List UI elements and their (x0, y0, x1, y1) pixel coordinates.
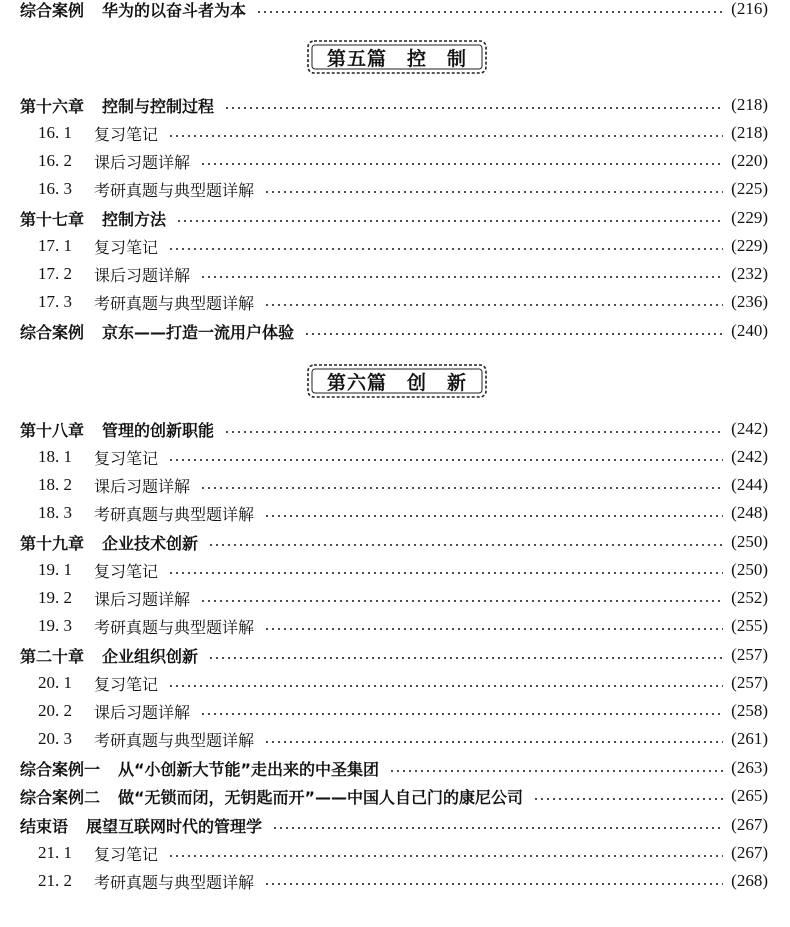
toc-page-number: (242) (731, 447, 768, 466)
section-title: 考研真题与典型题详解 (94, 872, 255, 892)
toc-page-number: (261) (731, 729, 768, 748)
toc-page-number: (220) (731, 151, 768, 170)
part-six-banner (306, 363, 488, 399)
dot-leader (200, 275, 723, 279)
toc-page-number: (218) (731, 95, 768, 114)
toc-page-number: (232) (731, 264, 768, 283)
toc-row-chapter-17[interactable] (0, 204, 790, 232)
section-title: 复习笔记 (94, 674, 159, 694)
toc-row-section-18-1[interactable] (0, 443, 790, 471)
section-number: 17. 3 (38, 292, 72, 311)
section-title: 课后习题详解 (94, 476, 191, 496)
part-five-banner (306, 39, 488, 75)
toc-row-chapter-19[interactable] (0, 528, 790, 556)
section-number: 19. 3 (38, 616, 72, 635)
toc-row-section-21-1[interactable] (0, 839, 790, 867)
section-title: 考研真题与典型题详解 (94, 293, 255, 313)
dot-leader (264, 190, 723, 194)
chapter-number: 综合案例二 (20, 787, 101, 807)
chapter-number: 第十七章 (20, 209, 85, 229)
dot-leader (264, 514, 723, 518)
section-title: 考研真题与典型题详解 (94, 180, 255, 200)
toc-row-section-19-2[interactable] (0, 584, 790, 612)
section-number: 17. 2 (38, 264, 72, 283)
chapter-number: 第十九章 (20, 533, 85, 553)
toc-row-chapter-20[interactable] (0, 641, 790, 669)
section-number: 20. 2 (38, 701, 72, 720)
toc-case-title: 华为的以奋斗者为本 (102, 0, 247, 20)
dot-leader (168, 571, 723, 575)
dot-leader (168, 458, 723, 462)
dot-leader (224, 430, 723, 434)
section-title: 复习笔记 (94, 561, 159, 581)
chapter-title: 控制方法 (102, 209, 167, 229)
section-number: 19. 1 (38, 560, 72, 579)
toc-page-number: (252) (731, 588, 768, 607)
toc-row-section-16-2[interactable] (0, 147, 790, 175)
section-title: 复习笔记 (94, 844, 159, 864)
toc-page-number: (263) (731, 758, 768, 777)
chapter-number: 第十六章 (20, 96, 85, 116)
section-number: 16. 1 (38, 123, 72, 142)
section-number: 16. 3 (38, 179, 72, 198)
toc-row-section-17-2[interactable] (0, 260, 790, 288)
toc-page-number: (258) (731, 701, 768, 720)
toc-row-case-kangni[interactable] (0, 782, 790, 810)
chapter-title: 控制与控制过程 (102, 96, 215, 116)
toc-row-section-20-2[interactable] (0, 697, 790, 725)
section-title: 复习笔记 (94, 237, 159, 257)
toc-page-number: (236) (731, 292, 768, 311)
toc-row-chapter-18[interactable] (0, 415, 790, 443)
toc-page-number: (242) (731, 419, 768, 438)
dot-leader (264, 740, 723, 744)
toc-row-section-20-3[interactable] (0, 725, 790, 753)
part-five-title: 第五篇 控 制 (326, 47, 467, 70)
dot-leader (533, 797, 723, 801)
toc-row-section-17-1[interactable] (0, 232, 790, 260)
toc-page-number: (218) (731, 123, 768, 142)
chapter-number: 第十八章 (20, 420, 85, 440)
toc-page-number: (244) (731, 475, 768, 494)
dot-leader (264, 627, 723, 631)
chapter-title: 从“小创新大节能”走出来的中圣集团 (118, 759, 380, 779)
section-number: 21. 1 (38, 843, 72, 862)
section-number: 17. 1 (38, 236, 72, 255)
dot-leader (208, 543, 723, 547)
dot-leader (200, 712, 723, 716)
chapter-number: 第二十章 (20, 646, 85, 666)
section-title: 考研真题与典型题详解 (94, 504, 255, 524)
section-title: 课后习题详解 (94, 702, 191, 722)
toc-row-section-16-1[interactable] (0, 119, 790, 147)
toc-row-section-19-3[interactable] (0, 612, 790, 640)
toc-row-section-16-3[interactable] (0, 175, 790, 203)
section-title: 复习笔记 (94, 448, 159, 468)
dot-leader (264, 882, 723, 886)
toc-page-number: (225) (731, 179, 768, 198)
toc-page-number: (257) (731, 645, 768, 664)
chapter-title: 管理的创新职能 (102, 420, 215, 440)
toc-row-case-huawei[interactable] (0, 0, 790, 23)
section-number: 18. 2 (38, 475, 72, 494)
chapter-title: 京东——打造一流用户体验 (102, 322, 295, 342)
chapter-number: 结束语 (20, 816, 69, 836)
dot-leader (256, 10, 723, 14)
toc-row-case-zhongsheng[interactable] (0, 754, 790, 782)
toc-page-number: (267) (731, 843, 768, 862)
section-title: 课后习题详解 (94, 589, 191, 609)
toc-page-number: (250) (731, 532, 768, 551)
section-number: 20. 1 (38, 673, 72, 692)
dot-leader (304, 332, 723, 336)
toc-row-case-jd[interactable] (0, 317, 790, 345)
section-title: 课后习题详解 (94, 152, 191, 172)
dot-leader (272, 826, 723, 830)
toc-page-number: (229) (731, 236, 768, 255)
dot-leader (200, 599, 723, 603)
chapter-number: 综合案例 (20, 322, 85, 342)
dot-leader (389, 769, 723, 773)
toc-row-section-18-2[interactable] (0, 471, 790, 499)
toc-page-number: (268) (731, 871, 768, 890)
section-number: 16. 2 (38, 151, 72, 170)
section-title: 考研真题与典型题详解 (94, 617, 255, 637)
toc-row-section-19-1[interactable] (0, 556, 790, 584)
toc-page-number: (257) (731, 673, 768, 692)
dot-leader (168, 247, 723, 251)
section-number: 18. 3 (38, 503, 72, 522)
toc-page-number: (240) (731, 321, 768, 340)
chapter-number: 综合案例一 (20, 759, 101, 779)
dot-leader (208, 656, 723, 660)
dot-leader (200, 486, 723, 490)
toc-page-number: (265) (731, 786, 768, 805)
dot-leader (168, 134, 723, 138)
toc-row-section-18-3[interactable] (0, 499, 790, 527)
section-title: 课后习题详解 (94, 265, 191, 285)
section-title: 复习笔记 (94, 124, 159, 144)
toc-case-label: 综合案例 (20, 0, 85, 20)
toc-page-number: (255) (731, 616, 768, 635)
toc-page-number: (229) (731, 208, 768, 227)
toc-page-number: (250) (731, 560, 768, 579)
section-number: 19. 2 (38, 588, 72, 607)
dot-leader (168, 684, 723, 688)
chapter-title: 企业技术创新 (102, 533, 199, 553)
toc-row-ending[interactable] (0, 811, 790, 839)
dot-leader (264, 303, 723, 307)
section-number: 18. 1 (38, 447, 72, 466)
chapter-title: 展望互联网时代的管理学 (86, 816, 263, 836)
toc-row-section-21-2[interactable] (0, 867, 790, 895)
section-number: 21. 2 (38, 871, 72, 890)
section-number: 20. 3 (38, 729, 72, 748)
toc-row-section-20-1[interactable] (0, 669, 790, 697)
dot-leader (176, 219, 723, 223)
dot-leader (168, 854, 723, 858)
toc-page-number: (267) (731, 815, 768, 834)
toc-page-number: (216) (731, 0, 768, 18)
dot-leader (224, 106, 723, 110)
chapter-title: 企业组织创新 (102, 646, 199, 666)
section-title: 考研真题与典型题详解 (94, 730, 255, 750)
toc-page-number: (248) (731, 503, 768, 522)
part-six-title: 第六篇 创 新 (326, 371, 467, 394)
chapter-title: 做“无锁而闭，无钥匙而开”——中国人自己门的康尼公司 (118, 787, 524, 807)
toc-row-chapter-16[interactable] (0, 91, 790, 119)
dot-leader (200, 162, 723, 166)
toc-row-section-17-3[interactable] (0, 288, 790, 316)
